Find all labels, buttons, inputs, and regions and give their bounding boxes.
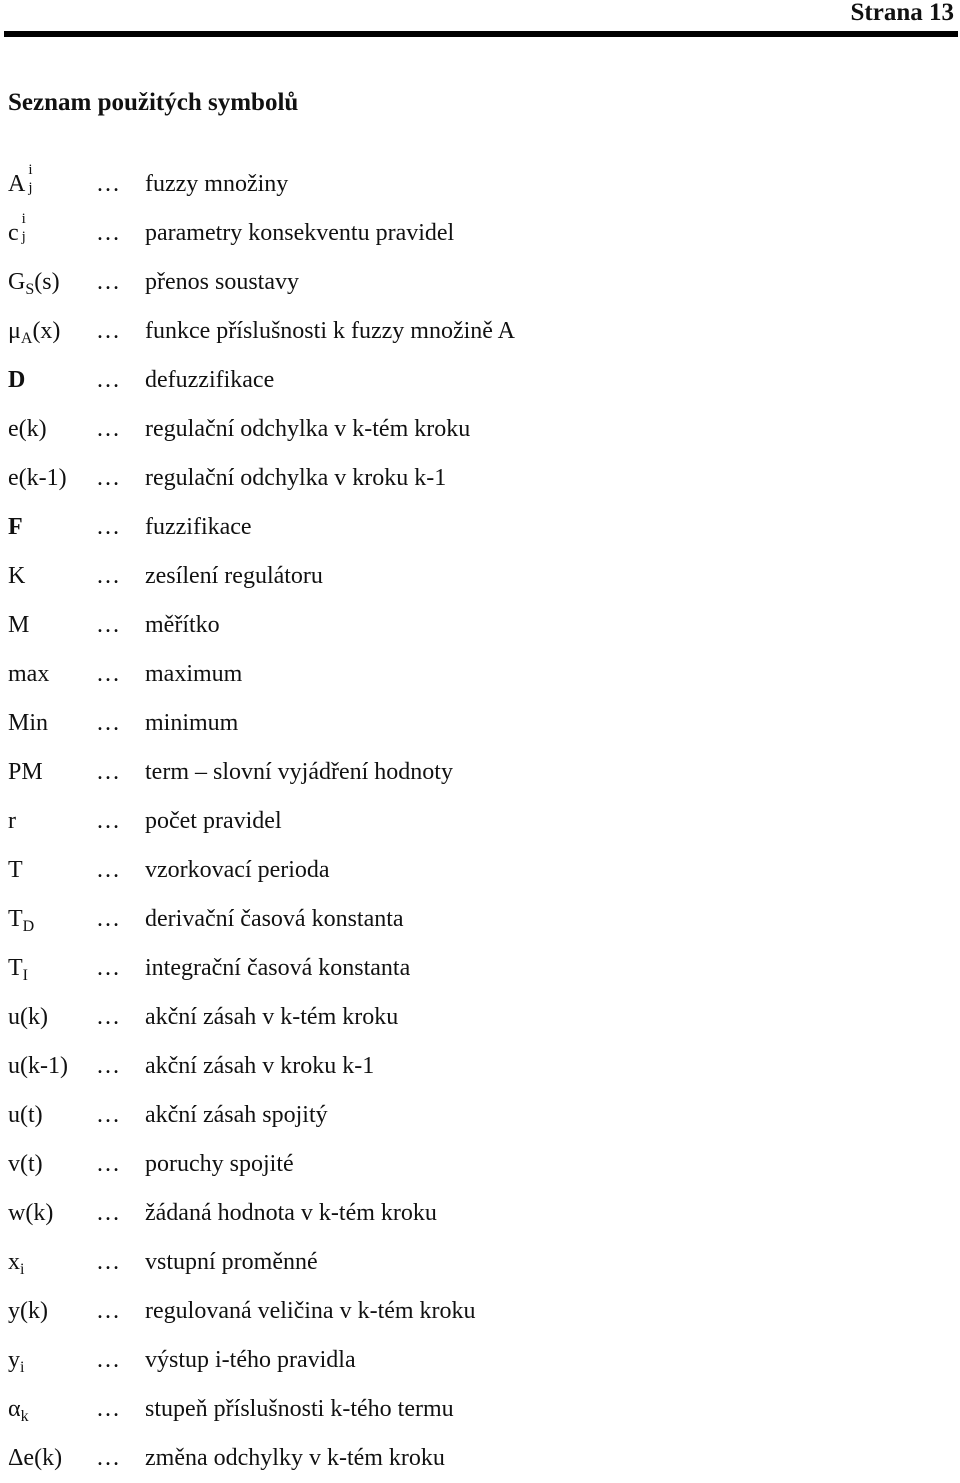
symbol — [8, 405, 47, 454]
page-number: Strana 13 — [850, 0, 954, 26]
symbol-row — [0, 1189, 960, 1238]
symbol — [8, 356, 25, 405]
separator: … — [96, 367, 120, 393]
symbol-base: PM — [8, 759, 43, 785]
symbol-description: fuzzifikace — [145, 514, 252, 540]
page-header — [0, 0, 960, 36]
symbol-list — [0, 160, 960, 1483]
symbol — [8, 1238, 24, 1289]
symbol-row — [0, 1140, 960, 1189]
symbol-base: max — [8, 661, 50, 687]
separator: … — [96, 269, 120, 295]
symbol-row — [0, 552, 960, 601]
symbol-base: G — [8, 269, 26, 295]
separator: … — [96, 612, 120, 638]
symbol-argument: (s) — [34, 269, 60, 295]
symbol-indices — [26, 162, 42, 200]
symbol-base: D — [8, 367, 26, 393]
symbol — [8, 160, 42, 209]
symbol — [8, 699, 48, 748]
symbol-description: regulační odchylka v k-tém kroku — [145, 416, 471, 442]
symbol — [8, 552, 25, 601]
symbol — [8, 1434, 62, 1483]
symbol-row — [0, 405, 960, 454]
symbol-description: funkce příslušnosti k fuzzy množině A — [145, 318, 515, 344]
symbol-description: term – slovní vyjádření hodnoty — [145, 759, 453, 785]
symbol — [8, 1336, 24, 1387]
symbol-row — [0, 454, 960, 503]
symbol-description: minimum — [145, 710, 239, 736]
symbol-row — [0, 895, 960, 944]
symbol-indices — [20, 211, 36, 249]
symbol — [8, 1385, 29, 1436]
symbol-description: poruchy spojité — [145, 1151, 294, 1177]
symbol-base: μ — [8, 318, 21, 344]
symbol — [8, 944, 28, 995]
symbol-subscript: D — [22, 918, 35, 935]
symbol-row — [0, 1287, 960, 1336]
separator: … — [96, 1396, 120, 1422]
symbol-description: akční zásah v k-tém kroku — [145, 1004, 399, 1030]
symbol-superscript: i — [21, 211, 26, 228]
separator: … — [96, 955, 120, 981]
symbol — [8, 748, 43, 797]
symbol-description: integrační časová konstanta — [145, 955, 411, 981]
symbol-base: T — [8, 906, 23, 932]
symbol-base: α — [8, 1396, 21, 1422]
symbol-description: vzorkovací perioda — [145, 857, 330, 883]
symbol-base: u(k) — [8, 1004, 48, 1030]
separator: … — [96, 1347, 120, 1373]
symbol-base: M — [8, 612, 30, 638]
symbol — [8, 307, 60, 358]
symbol-subscript: k — [20, 1408, 29, 1425]
header-rule — [4, 31, 958, 37]
symbol-description: regulovaná veličina v k-tém kroku — [145, 1298, 476, 1324]
separator: … — [96, 1102, 120, 1128]
symbol-row — [0, 993, 960, 1042]
symbol-row — [0, 258, 960, 307]
separator: … — [96, 1053, 120, 1079]
symbol-description: počet pravidel — [145, 808, 282, 834]
separator: … — [96, 1445, 120, 1471]
symbol-subscript: i — [20, 1261, 25, 1278]
symbol — [8, 454, 67, 503]
symbol-subscript: A — [20, 330, 33, 347]
symbol-description: maximum — [145, 661, 243, 687]
symbol-description: akční zásah spojitý — [145, 1102, 328, 1128]
separator: … — [96, 906, 120, 932]
symbol — [8, 1042, 68, 1091]
symbol-row — [0, 307, 960, 356]
separator: … — [96, 514, 120, 540]
separator: … — [96, 416, 120, 442]
symbol — [8, 1287, 48, 1336]
separator: … — [96, 1298, 120, 1324]
separator: … — [96, 318, 120, 344]
separator: … — [96, 661, 120, 687]
symbol-row — [0, 1336, 960, 1385]
symbol-row — [0, 944, 960, 993]
symbol — [8, 846, 23, 895]
symbol-row — [0, 1385, 960, 1434]
symbol-base: e(k) — [8, 416, 47, 442]
symbol-base: Min — [8, 710, 49, 736]
symbol-row — [0, 650, 960, 699]
symbol-row — [0, 846, 960, 895]
symbol — [8, 1189, 53, 1238]
separator: … — [96, 1151, 120, 1177]
symbol — [8, 993, 48, 1042]
symbol — [8, 258, 60, 309]
symbol-description: derivační časová konstanta — [145, 906, 404, 932]
symbol-base: y(k) — [8, 1298, 48, 1324]
symbol-row — [0, 209, 960, 258]
separator: … — [96, 857, 120, 883]
symbol-base: u(k-1) — [8, 1053, 68, 1079]
symbol-row — [0, 356, 960, 405]
symbol-description: vstupní proměnné — [145, 1249, 318, 1275]
symbol-base: T — [8, 857, 23, 883]
symbol-description: regulační odchylka v kroku k-1 — [145, 465, 447, 491]
symbol-description: zesílení regulátoru — [145, 563, 323, 589]
separator: … — [96, 1004, 120, 1030]
symbol-base: e(k-1) — [8, 465, 67, 491]
symbol-row — [0, 1042, 960, 1091]
separator: … — [96, 1249, 120, 1275]
symbol — [8, 1140, 43, 1189]
symbol — [8, 1091, 43, 1140]
symbol-argument: (x) — [32, 318, 61, 344]
symbol-description: přenos soustavy — [145, 269, 299, 295]
symbol — [8, 895, 34, 946]
symbol-description: stupeň příslušnosti k-tého termu — [145, 1396, 454, 1422]
symbol-description: parametry konsekventu pravidel — [145, 220, 455, 246]
symbol-row — [0, 699, 960, 748]
symbol — [8, 601, 29, 650]
separator: … — [96, 759, 120, 785]
symbol-base: c — [8, 220, 19, 246]
symbol-row — [0, 1238, 960, 1287]
symbol-subscript: S — [25, 281, 35, 298]
symbol-description: fuzzy množiny — [145, 171, 289, 197]
symbol-base: F — [8, 514, 23, 540]
symbol-subscript: j — [21, 229, 26, 246]
symbol-row — [0, 748, 960, 797]
symbol — [8, 797, 16, 846]
symbol-row — [0, 601, 960, 650]
symbol-base: T — [8, 955, 23, 981]
symbol-base: y — [8, 1347, 20, 1373]
symbol-subscript: j — [28, 180, 33, 197]
symbol-base: v(t) — [8, 1151, 43, 1177]
symbol-subscript: I — [22, 967, 28, 984]
separator: … — [96, 220, 120, 246]
separator: … — [96, 563, 120, 589]
symbol-base: K — [8, 563, 26, 589]
separator: … — [96, 1200, 120, 1226]
symbol-description: výstup i-tého pravidla — [145, 1347, 356, 1373]
symbol-description: defuzzifikace — [145, 367, 275, 393]
symbol-row — [0, 160, 960, 209]
symbol — [8, 650, 49, 699]
symbol-description: změna odchylky v k-tém kroku — [145, 1445, 445, 1471]
separator: … — [96, 465, 120, 491]
symbol — [8, 503, 23, 552]
symbol-base: x — [8, 1249, 20, 1275]
symbol-description: měřítko — [145, 612, 220, 638]
section-title: Seznam použitých symbolů — [8, 89, 299, 116]
symbol-base: A — [8, 171, 26, 197]
symbol — [8, 209, 36, 258]
symbol-base: r — [8, 808, 16, 834]
symbol-subscript: i — [20, 1359, 25, 1376]
separator: … — [96, 171, 120, 197]
symbol-row — [0, 1091, 960, 1140]
symbol-row — [0, 503, 960, 552]
symbol-description: akční zásah v kroku k-1 — [145, 1053, 375, 1079]
separator: … — [96, 808, 120, 834]
symbol-row — [0, 797, 960, 846]
symbol-base: u(t) — [8, 1102, 43, 1128]
separator: … — [96, 710, 120, 736]
symbol-description: žádaná hodnota v k-tém kroku — [145, 1200, 437, 1226]
symbol-base: Δe(k) — [8, 1445, 63, 1471]
symbol-row — [0, 1434, 960, 1483]
symbol-base: w(k) — [8, 1200, 54, 1226]
symbol-superscript: i — [28, 162, 33, 179]
